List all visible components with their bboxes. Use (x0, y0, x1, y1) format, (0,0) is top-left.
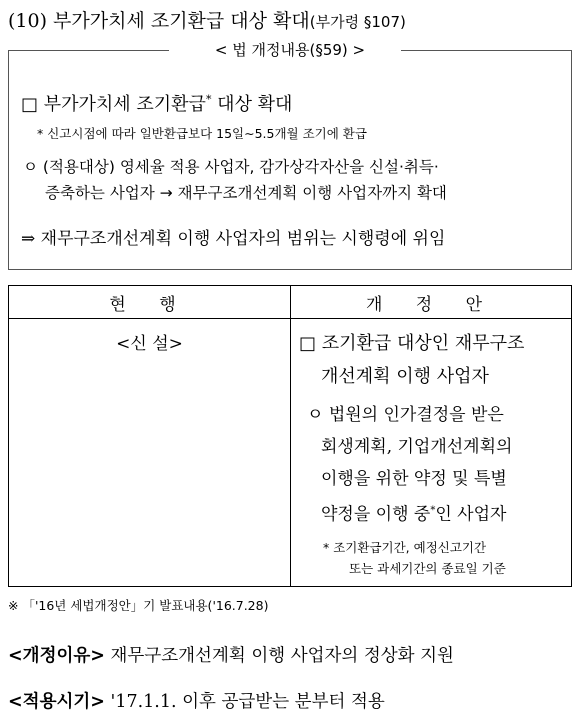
box-heading: < 법 개정내용(§59) > (214, 41, 366, 59)
amendment-subitem (299, 399, 565, 531)
subitem-line1: ㅇ 법원의 인가결정을 받은 (307, 405, 504, 425)
box-main-item-suffix: 대상 확대 (211, 94, 293, 115)
amendment-cell (291, 319, 572, 587)
box-delegation-line: ⇒ 재무구조개선계획 이행 사업자의 범위는 시행령에 위임 (21, 229, 446, 249)
box-bullet-line1: ㅇ (적용대상) 영세율 적용 사업자, 감가상각자산을 신설·취득· (23, 158, 439, 176)
section-title (8, 6, 406, 33)
current-cell: <신 설> (9, 319, 291, 587)
table-row (9, 319, 572, 587)
comparison-table (8, 285, 572, 587)
amendment-item (299, 327, 565, 393)
subitem-line3: 이행을 위한 약정 및 특별 (321, 469, 507, 489)
footnote-mark: * (205, 93, 212, 106)
reason-text: 재무구조개선계획 이행 사업자의 정상화 지원 (104, 646, 454, 666)
section-title-text: (10) 부가가치세 조기환급 대상 확대 (8, 10, 310, 32)
amendment-item-line2: 개선계획 이행 사업자 (321, 366, 489, 387)
box-main-item-prefix: □ 부가가치세 조기환급 (21, 94, 206, 115)
announcement-footnote: ※ 「'16년 세법개정안」기 발표내용('16.7.28) (8, 598, 269, 613)
table-header-row (9, 286, 572, 319)
header-current: 현 행 (9, 286, 291, 319)
amendment-note (299, 537, 565, 579)
effective-text: '17.1.1. 이후 공급받는 분부터 적용 (104, 692, 385, 712)
footnote-mark: * (430, 505, 436, 516)
header-amendment: 개 정 안 (291, 286, 572, 319)
law-amendment-box (8, 41, 572, 270)
amendment-item-line1: □ 조기환급 대상인 재무구조 (299, 333, 525, 354)
amendment-reason (8, 642, 454, 667)
note-line1: * 조기환급기간, 예정신고기간 (323, 539, 487, 555)
subitem-line2: 회생계획, 기업개선계획의 (321, 437, 513, 457)
box-main-item (21, 90, 292, 116)
box-bullet-line2: 증축하는 사업자 → 재무구조개선계획 이행 사업자까지 확대 (45, 184, 447, 202)
subitem-line4: 약정을 이행 중*인 사업자 (321, 504, 507, 525)
box-bullet (23, 154, 568, 206)
section-ref: (부가령 §107) (309, 13, 406, 31)
effective-label: <적용시기> (8, 692, 105, 712)
reason-label: <개정이유> (8, 646, 105, 666)
box-note: * 신고시점에 따라 일반환급보다 15일∼5.5개월 조기에 환급 (37, 126, 367, 141)
effective-date (8, 688, 385, 713)
note-line2: 또는 과세기간의 종료일 기준 (349, 560, 506, 576)
